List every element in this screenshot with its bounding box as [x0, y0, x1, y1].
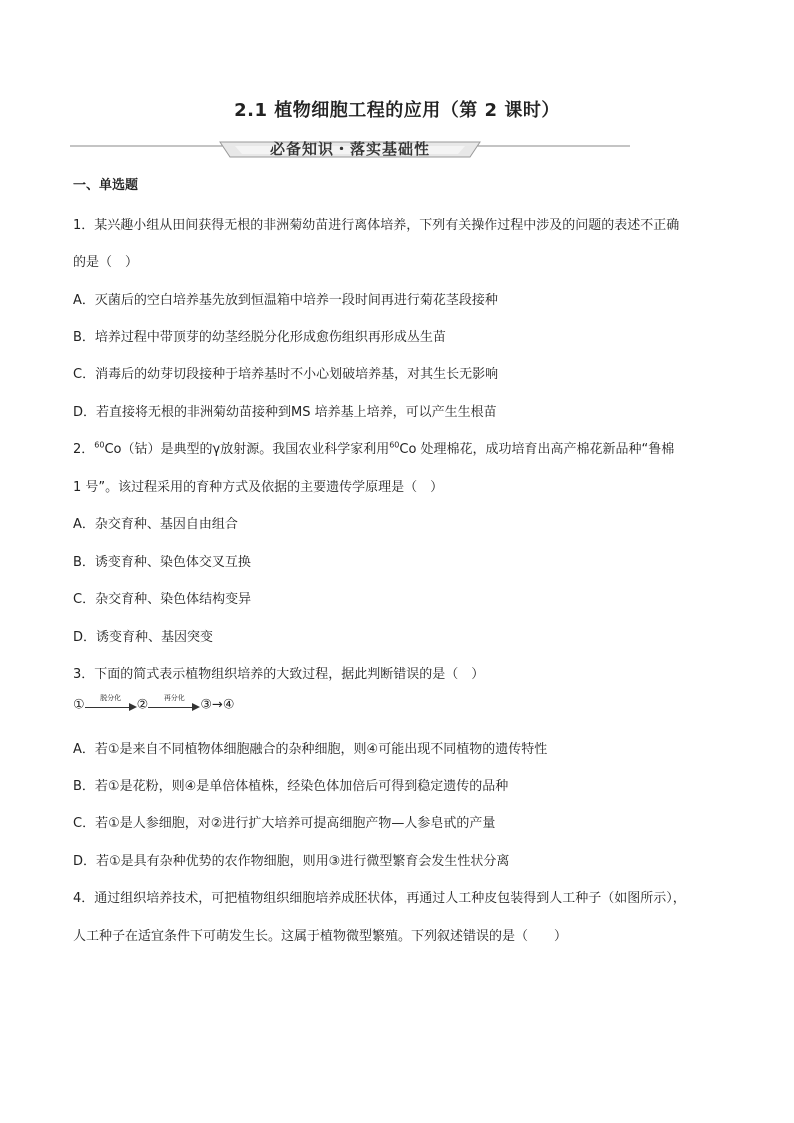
culture-process-diagram: [73, 694, 293, 717]
question-1-option-d: D．若直接将无根的非洲菊幼苗接种到MS 培养基上培养，可以产生生根苗: [73, 405, 497, 420]
redifferentiation-label: 再分化: [163, 694, 185, 702]
question-3-option-d: D．若①是具有杂种优势的农作物细胞，则用③进行微型繁育会发生性状分离: [73, 854, 510, 869]
question-1-option-a: A．灭菌后的空白培养基先放到恒温箱中培养一段时间再进行菊花茎段接种: [73, 293, 498, 308]
question-3-stem: 3．下面的简式表示植物组织培养的大致过程，据此判断错误的是（ ）: [73, 667, 485, 682]
isotope-mass-2: 60: [389, 440, 400, 450]
page-title: 2.1 植物细胞工程的应用（第 2 课时）: [234, 100, 560, 121]
redifferentiation-arrow: [148, 694, 200, 713]
question-2-option-b: B．诱变育种、染色体交叉互换: [73, 555, 251, 570]
question-2-option-c: C．杂交育种、染色体结构变异: [73, 592, 252, 607]
question-4-stem-line2: 人工种子在适宜条件下可萌发生长。这属于植物微型繁殖。下列叙述错误的是（ ）: [73, 929, 568, 944]
question-3-option-b: B．若①是花粉，则④是单倍体植株，经染色体加倍后可得到稳定遗传的品种: [73, 779, 509, 794]
banner-label: 必备知识・落实基础性: [269, 140, 430, 158]
question-4-stem-line1: 4．通过组织培养技术，可把植物组织细胞培养成胚状体，再通过人工种皮包装得到人工种子（如图所示），: [73, 891, 686, 906]
dedifferentiation-arrow: [85, 694, 137, 713]
question-2-text-part2: Co 处理棉花，成功培育出高产棉花新品种“鲁棉: [399, 442, 675, 457]
section-banner: [70, 138, 630, 160]
question-1-stem-line1: 1．某兴趣小组从田间获得无根的非洲菊幼苗进行离体培养，下列有关操作过程中涉及的问题的表述不正确: [73, 218, 680, 233]
question-2-option-d: D．诱变育种、基因突变: [73, 630, 214, 645]
question-3-option-c: C．若①是人参细胞，对②进行扩大培养可提高细胞产物—人参皂甙的产量: [73, 816, 496, 831]
stage-1: ①: [73, 697, 85, 713]
section-heading: 一、单选题: [73, 178, 139, 193]
stage-2: ②: [136, 697, 149, 713]
stage-3-4: ③→④: [200, 697, 235, 713]
question-1-stem-line2: 的是（ ）: [73, 255, 139, 270]
question-1-option-c: C．消毒后的幼芽切段接种于培养基时不小心划破培养基，对其生长无影响: [73, 367, 499, 382]
question-3-option-a: A．若①是来自不同植物体细胞融合的杂种细胞，则④可能出现不同植物的遗传特性: [73, 742, 548, 757]
question-2-option-a: A．杂交育种、基因自由组合: [73, 517, 238, 532]
question-2-number: 2．: [73, 442, 95, 457]
isotope-mass-1: 60: [94, 440, 105, 450]
question-2-text-part1: Co（钴）是典型的γ放射源。我国农业科学家利用: [104, 442, 390, 457]
question-1-option-b: B．培养过程中带顶芽的幼茎经脱分化形成愈伤组织再形成丛生苗: [73, 330, 446, 345]
question-2-stem-line2: 1 号”。该过程采用的育种方式及依据的主要遗传学原理是（ ）: [73, 480, 444, 495]
dedifferentiation-label: 脱分化: [100, 694, 122, 702]
question-2-stem-line1: [73, 438, 723, 457]
